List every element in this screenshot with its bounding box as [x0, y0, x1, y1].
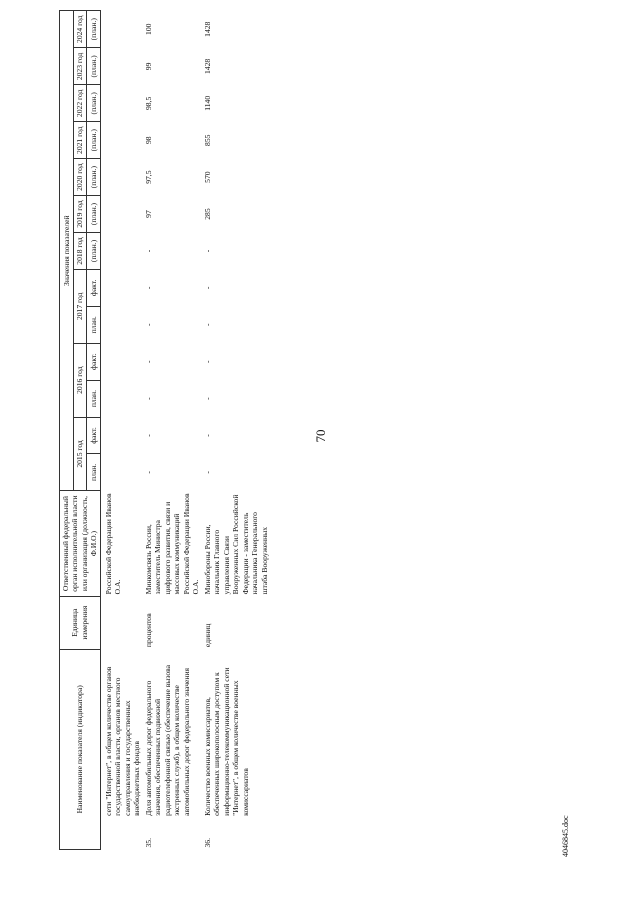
value-2018: - [143, 249, 153, 253]
header-2018: 2018 год [73, 233, 87, 270]
row-responsible: Минобороны России, начальник Главного управления Связи Вооруженных Сил Российской Федерации - заместитель начальника Генерального штаба Вооруженных [202, 494, 269, 595]
value-2024: 1428 [202, 21, 212, 37]
table-row-35 [143, 11, 202, 850]
subheader-fact: факт. [87, 417, 101, 454]
subheader-plan-2018: (план.) [87, 233, 101, 270]
value-2024: 100 [143, 23, 153, 35]
value-2015-fact: - [143, 434, 153, 437]
value-2022: 1140 [202, 95, 212, 111]
value-2016-plan: - [143, 397, 153, 400]
table-row-continuation [100, 11, 142, 850]
subheader-plan-2024: (план.) [87, 11, 101, 48]
header-2022: 2022 год [73, 85, 87, 122]
value-2021: 98 [143, 136, 153, 145]
value-2017-fact: - [143, 286, 153, 290]
row-values-empty [100, 11, 142, 491]
header-2024: 2024 год [73, 11, 87, 48]
value-2016-fact: - [202, 360, 212, 363]
subheader-fact: факт. [87, 269, 101, 306]
value-2017-plan: - [143, 323, 153, 327]
page-number: 70 [313, 429, 328, 443]
row-number: 36. [202, 838, 212, 848]
subheader-plan: план. [87, 380, 101, 417]
subheader-plan: план. [87, 454, 101, 491]
subheader-plan-2023: (план.) [87, 48, 101, 85]
subheader-plan-2020: (план.) [87, 159, 101, 196]
header-2015: 2015 год [73, 417, 87, 491]
row-unit [100, 596, 142, 649]
value-2021: 855 [202, 134, 212, 146]
row-name: сети "Интернет", в общем количестве органов государственной власти, органов местного самоуправления и государственных внебюджетных фондов [103, 666, 142, 816]
subheader-plan-2022: (план.) [87, 85, 101, 122]
value-2020: 97,5 [143, 170, 153, 184]
header-2021: 2021 год [73, 122, 87, 159]
header-values-group: Значения показателей [60, 11, 74, 491]
value-2020: 570 [202, 171, 212, 183]
header-name: Наименование показателя (индикатора) [60, 649, 101, 849]
value-2023: 1428 [202, 58, 212, 75]
header-responsible: Ответственный федеральный орган исполнительной власти или организация (должность, Ф.И.О.) [60, 491, 101, 596]
value-2022: 98,5 [143, 96, 153, 110]
row-responsible: Минкомсвязь России, заместитель Министра цифрового развития, связи и массовых коммуникаций Российской Федерации Иванов О.А. [143, 493, 201, 595]
value-2015-plan: - [202, 471, 212, 474]
header-2016: 2016 год [73, 343, 87, 417]
header-2023: 2023 год [73, 48, 87, 85]
value-2019: 285 [202, 208, 212, 220]
row-number [100, 818, 142, 850]
rotated-table-container [59, 10, 444, 850]
row-name: Количество военных комиссариатов, обеспеченных широкополосным доступом к информационно-телекоммуникационной сети "Интернет", в общем количестве военных комиссариатов [202, 667, 250, 816]
header-unit: Единица измерения [60, 596, 101, 649]
value-2018: - [202, 249, 212, 253]
subheader-plan-2019: (план.) [87, 196, 101, 233]
row-unit: процентов [143, 613, 153, 648]
row-unit: единиц [202, 623, 212, 648]
document-code: 4046845.doc [561, 815, 570, 857]
value-2015-plan: - [143, 471, 153, 474]
table-row-36 [202, 11, 270, 850]
row-number: 35. [143, 838, 153, 848]
value-2019: 97 [143, 210, 153, 218]
value-2017-fact: - [202, 286, 212, 290]
row-responsible: Российской Федерации Иванов О.А. [103, 493, 123, 595]
header-2020: 2020 год [73, 159, 87, 196]
indicators-table [59, 10, 270, 850]
value-2016-fact: - [143, 360, 153, 363]
subheader-plan: план. [87, 306, 101, 343]
row-name: Доля автомобильных дорог федерального значения, обеспеченных подвижной радиотелефонной связью (обеспечение вызова экстренных служб), в общем количестве автомобильных дорог федерального значения [143, 664, 191, 816]
value-2017-plan: - [202, 323, 212, 327]
header-2017: 2017 год [73, 269, 87, 343]
value-2023: 99 [143, 62, 153, 71]
value-2016-plan: - [202, 397, 212, 400]
header-2019: 2019 год [73, 196, 87, 233]
subheader-fact: факт. [87, 343, 101, 380]
subheader-plan-2021: (план.) [87, 122, 101, 159]
value-2015-fact: - [202, 434, 212, 437]
